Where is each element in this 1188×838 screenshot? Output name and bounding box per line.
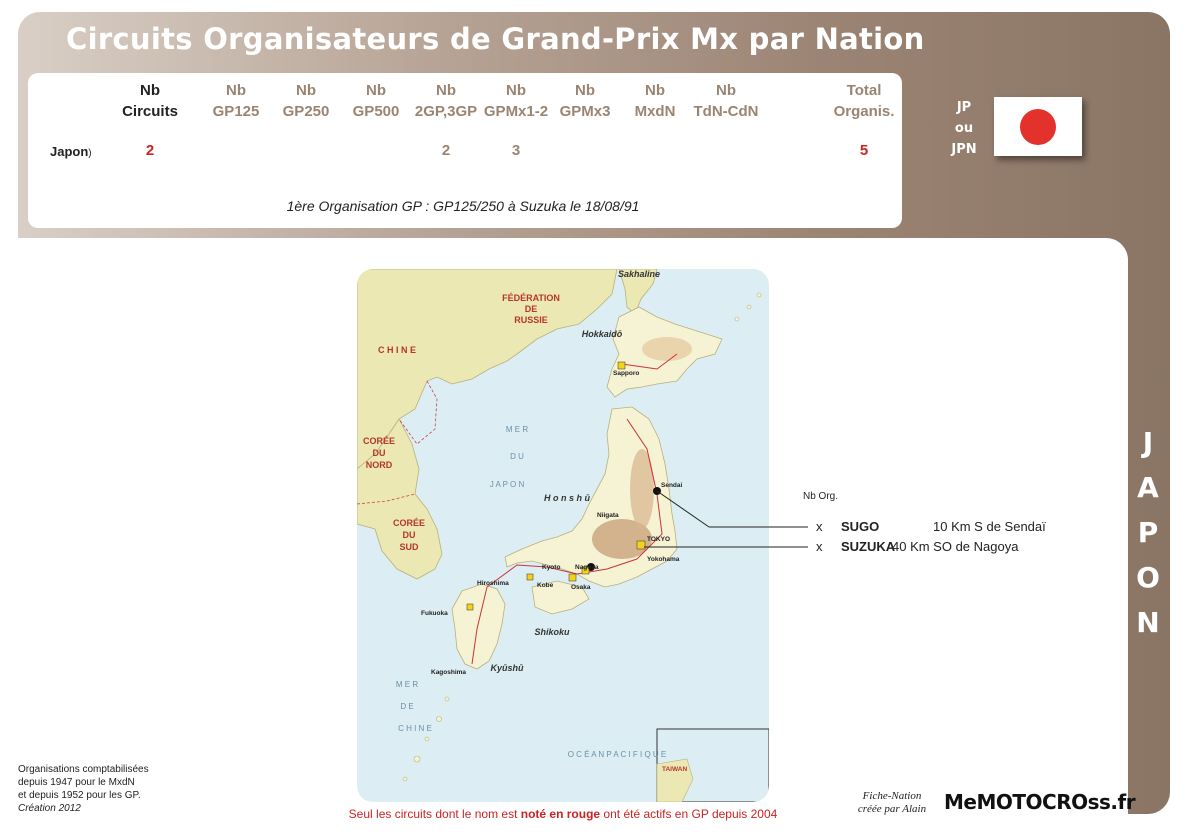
- city-niigata: Niigata: [597, 512, 619, 519]
- city-fukuoka: Fukuoka: [421, 610, 448, 617]
- notes: Organisations comptabilisées depuis 1947 pour le MxdN et depuis 1952 pour les GP. Création 2012: [18, 764, 149, 814]
- side-letter: O: [1136, 561, 1160, 594]
- page-title: Circuits Organisateurs de Grand-Prix Mx par Nation: [66, 22, 925, 56]
- circuit-mark: x: [816, 519, 823, 534]
- label-china-sea-3: C H I N E: [398, 724, 432, 733]
- city-nagoya: Nagoya: [575, 564, 599, 571]
- side-letter: P: [1137, 516, 1159, 549]
- first-organisation-note: 1ère Organisation GP : GP125/250 à Suzuka le 18/08/91: [286, 198, 640, 214]
- city-kyoto: Kyoto: [542, 564, 561, 571]
- label-north-korea-2: DU: [372, 448, 386, 458]
- circuits-header: Nb Org.: [803, 491, 839, 502]
- label-south-korea-2: DU: [402, 530, 416, 540]
- label-china-sea-2: D E: [400, 702, 414, 711]
- label-south-korea-3: SUD: [399, 542, 419, 552]
- city-kobe: Kobe: [537, 582, 554, 589]
- country-name: Japon): [50, 144, 92, 159]
- label-russia-1: FÉDÉRATION: [502, 293, 560, 303]
- value-total: 5: [859, 142, 869, 159]
- label-honshu: H o n s h ū: [544, 493, 590, 503]
- header-gp500: Nb GP500: [352, 82, 400, 120]
- label-north-korea-3: NORD: [365, 460, 393, 470]
- label-sea-japan-1: M E R: [505, 425, 529, 434]
- circuit-location: 10 Km S de Sendaï: [933, 519, 1046, 534]
- value-gpmx1-2: 3: [511, 142, 521, 159]
- label-sea-japan-2: D U: [510, 452, 524, 461]
- city-osaka: Osaka: [571, 584, 591, 591]
- circuit-mark: x: [816, 539, 823, 554]
- header-tdn-cdn: Nb TdN-CdN: [693, 82, 759, 120]
- label-kyushu: Kyūshū: [490, 663, 524, 673]
- city-tokyo: TOKYO: [647, 536, 670, 543]
- country-code: JP ou JPN: [951, 100, 977, 157]
- memotocross-logo: MeMOTOCROss.fr: [944, 790, 1136, 814]
- header-mxdn: Nb MxdN: [634, 82, 676, 120]
- label-south-korea-1: CORÉE: [392, 518, 426, 528]
- label-china-sea-1: M E R: [395, 680, 419, 689]
- header-total: Total Organis.: [833, 82, 895, 120]
- circuit-location: 40 Km SO de Nagoya: [892, 539, 1019, 554]
- circuit-name: SUZUKA: [841, 539, 896, 554]
- city-sapporo: Sapporo: [613, 370, 640, 377]
- header-gp125: Nb GP125: [212, 82, 260, 120]
- footer-note: Seul les circuits dont le nom est noté en rouge ont été actifs en GP depuis 2004: [348, 807, 778, 821]
- city-yokohama: Yokohama: [647, 556, 680, 563]
- city-sendai: Sendai: [661, 482, 683, 489]
- label-russia-3: RUSSIE: [514, 315, 548, 325]
- header-gpmx1-2: Nb GPMx1-2: [483, 82, 549, 120]
- city-hiroshima: Hiroshima: [477, 580, 509, 587]
- label-shikoku: Shikoku: [534, 627, 570, 637]
- label-sea-japan-3: J A P O N: [489, 480, 525, 489]
- label-north-korea-1: CORÉE: [362, 436, 396, 446]
- side-letter: N: [1136, 606, 1160, 639]
- header-nb-circuits: Nb Circuits: [122, 82, 178, 120]
- header-2gp-3gp: Nb 2GP,3GP: [414, 82, 478, 120]
- circuit-name: SUGO: [841, 519, 880, 534]
- label-china: C H I N E: [377, 345, 417, 355]
- label-russia-2: DE: [524, 304, 538, 314]
- label-hokkaido: Hokkaidō: [581, 329, 623, 339]
- header-gpmx3: Nb GPMx3: [559, 82, 611, 120]
- label-pacific: O C É A N P A C I F I Q U E: [567, 750, 667, 759]
- label-taiwan: TAIWAN: [662, 766, 688, 773]
- credit: Fiche-Nation créée par Alain: [857, 790, 927, 815]
- side-letter: A: [1137, 471, 1159, 504]
- value-nb-circuits: 2: [145, 142, 155, 159]
- header-gp250: Nb GP250: [282, 82, 330, 120]
- side-letter: J: [1142, 426, 1154, 459]
- city-kagoshima: Kagoshima: [431, 669, 467, 676]
- label-sakhaline: Sakhaline: [617, 269, 661, 279]
- value-2gp-3gp: 2: [441, 142, 451, 159]
